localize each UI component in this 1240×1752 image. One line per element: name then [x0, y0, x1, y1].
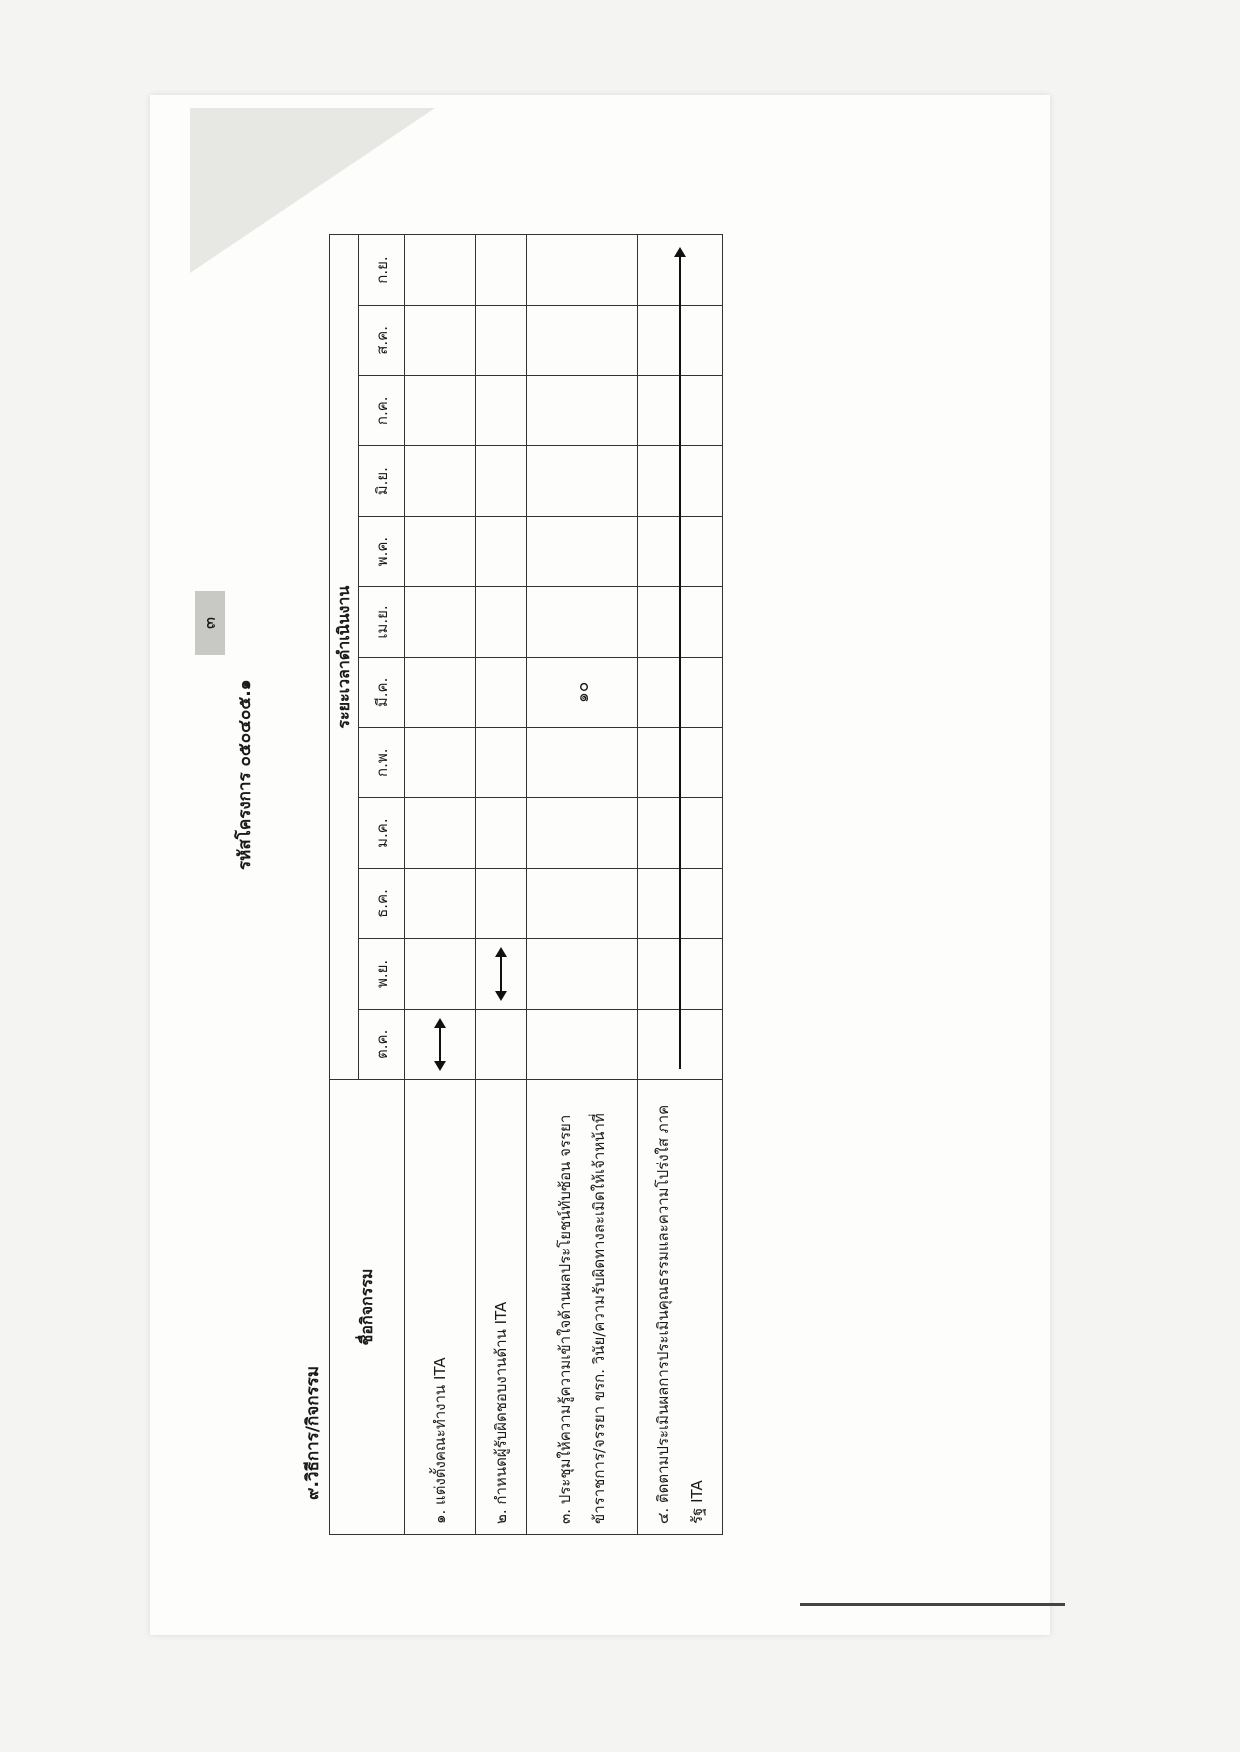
month-header: ก.ย. — [359, 235, 405, 305]
month-header: มี.ค. — [359, 657, 405, 727]
month-header: ธ.ค. — [359, 868, 405, 938]
month-header: พ.ย. — [359, 939, 405, 1009]
timeline-cell — [405, 1009, 476, 1079]
month-header: ม.ค. — [359, 798, 405, 868]
activity-name: ๑. แต่งตั้งคณะทำงาน ITA — [405, 1080, 476, 1535]
month-header: ส.ค. — [359, 305, 405, 375]
activity-name-header: ชื่อกิจกรรม — [330, 1080, 405, 1535]
activity-schedule-table — [329, 234, 723, 1535]
activity-name: ๔. ติดตามประเมินผลการประเมินคุณธรรมและความโปร่งใส ภาครัฐ ITA — [638, 1080, 723, 1535]
period-header: ระยะเวลาดำเนินงาน — [330, 235, 359, 1080]
timeline-cell — [476, 939, 527, 1009]
month-header: ก.พ. — [359, 728, 405, 798]
activity-name: ๓. ประชุมให้ความรู้ความเข้าใจด้านผลประโยชน์ทับซ้อน จรรยาข้าราชการ/จรรยา ขรก. วินัย/ความรับผิดทางละเมิดให้เจ้าหน้าที่ — [527, 1080, 638, 1535]
month-header: มิ.ย. — [359, 446, 405, 516]
timeline-cell — [638, 1009, 723, 1079]
month-header: ต.ค. — [359, 1009, 405, 1079]
table-row — [476, 235, 527, 1535]
section-heading: ๙.วิธีการ/กิจกรรม — [303, 1365, 323, 1500]
month-header: ก.ค. — [359, 376, 405, 446]
project-code: รหัสโครงการ ๐๕๐๔๐๕.๑ — [235, 679, 255, 870]
timeline-arrow — [439, 1020, 441, 1069]
timeline-arrow — [500, 949, 502, 998]
schedule-marker: ๑๐ — [527, 657, 638, 727]
table-row — [405, 235, 476, 1535]
page-number: ๓ — [195, 591, 225, 655]
table-row — [638, 235, 723, 1535]
activity-name: ๒. กำหนดผู้รับผิดชอบงานด้าน ITA — [476, 1080, 527, 1535]
table-row — [527, 235, 638, 1535]
month-header: เม.ย. — [359, 587, 405, 657]
rotated-page-content — [199, 120, 1025, 1640]
month-header: พ.ค. — [359, 516, 405, 586]
